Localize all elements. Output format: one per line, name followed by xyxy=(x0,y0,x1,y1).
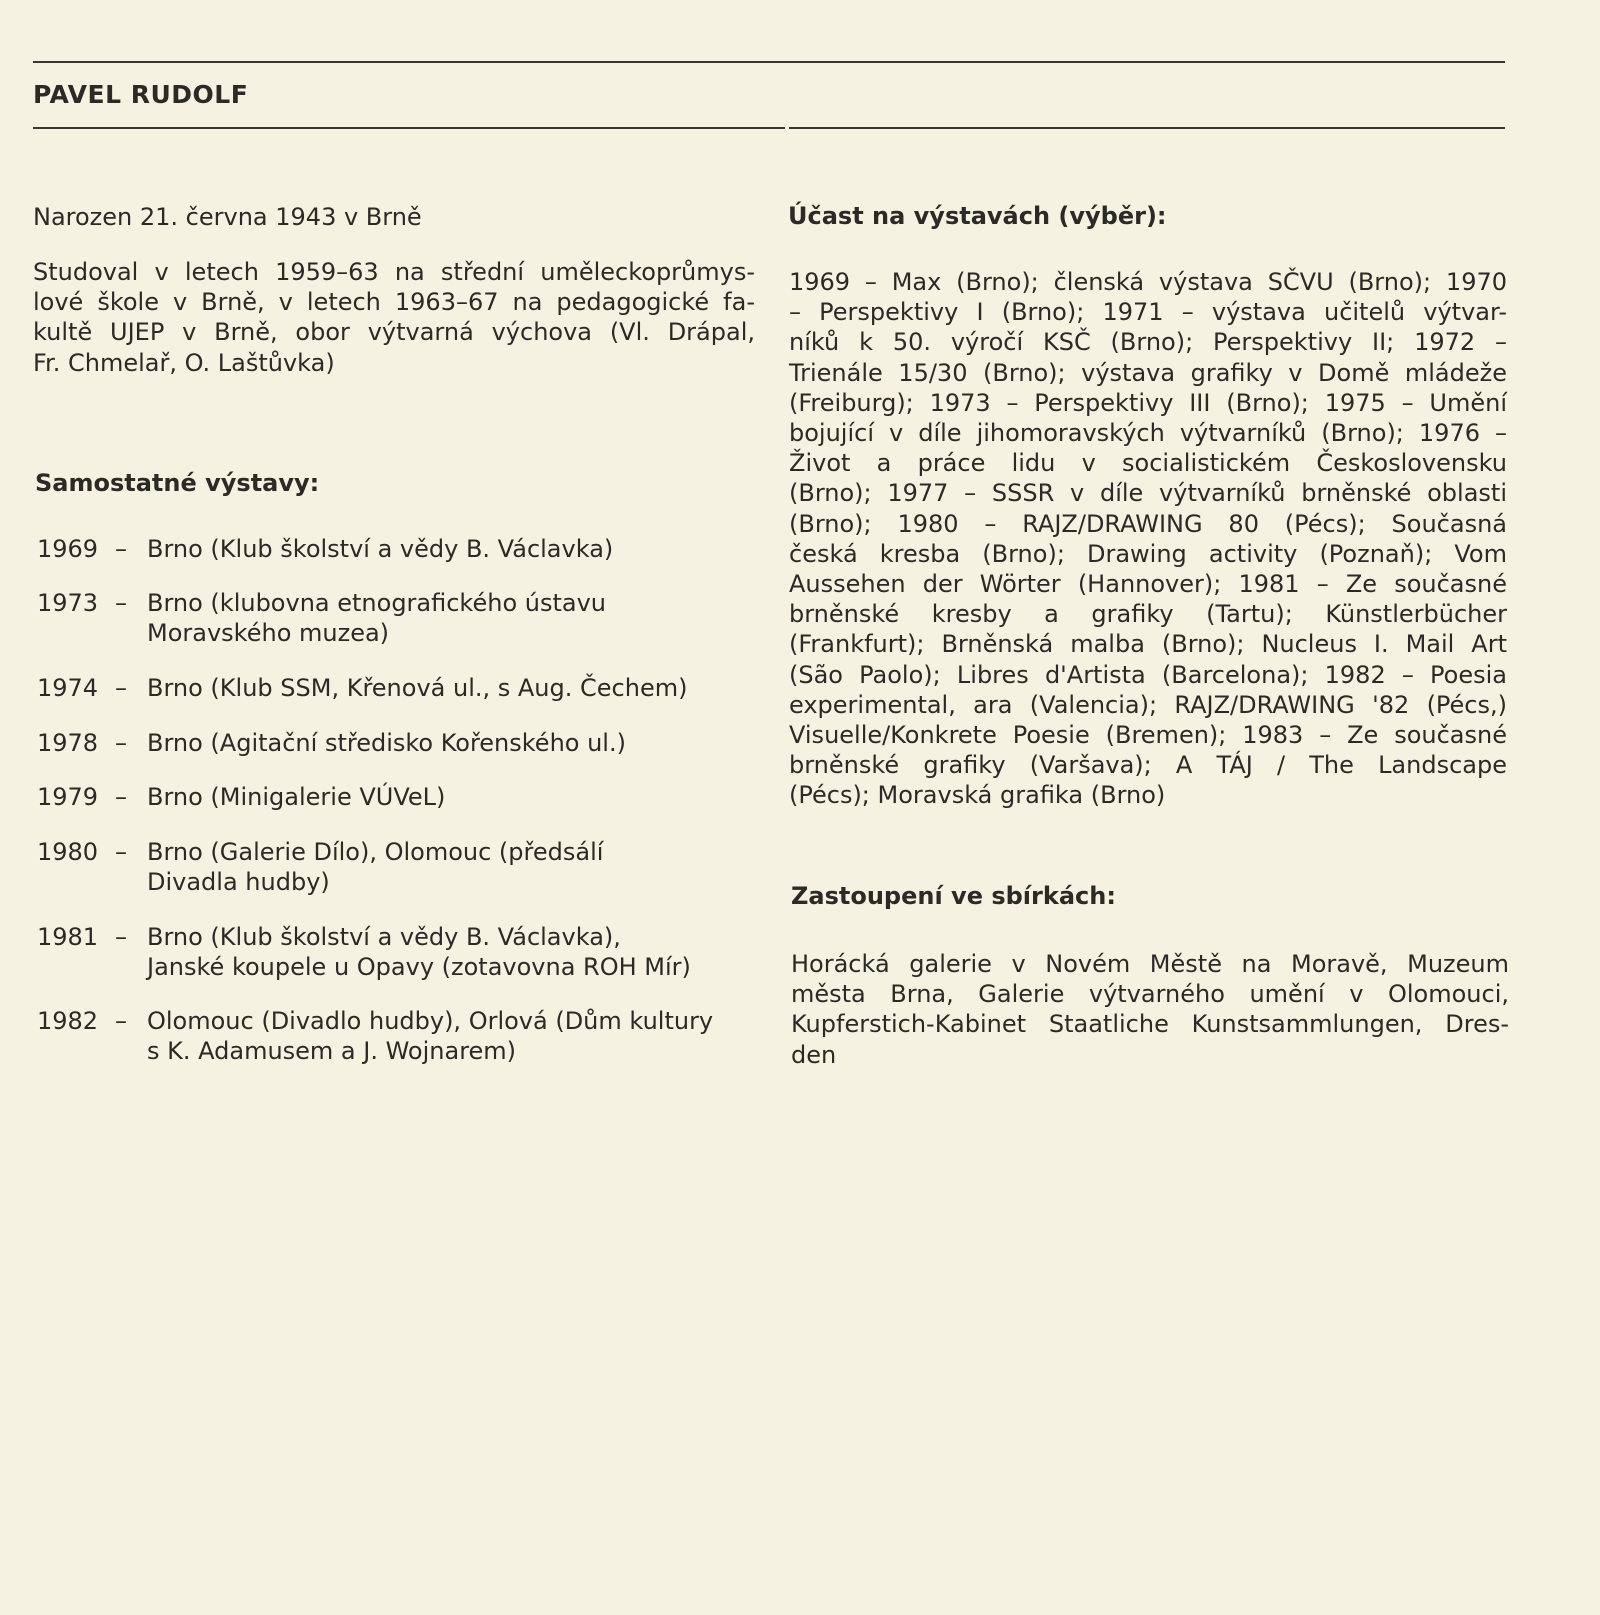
text-line: brněnské kresby a grafiky (Tartu); Künstlerbücher xyxy=(789,600,1507,629)
exhibition-venue: Brno (Galerie Dílo), Olomouc (předsálí xyxy=(147,838,604,866)
text-line: – Perspektivy I (Brno); 1971 – výstava učitelů výtvar- xyxy=(789,298,1507,327)
exhibition-venue: Olomouc (Divadlo hudby), Orlová (Dům kultury xyxy=(147,1007,714,1035)
text-line: Kupferstich-Kabinet Staatliche Kunstsammlungen, Dres- xyxy=(791,1010,1509,1039)
exhibition-venue: Janské koupele u Opavy (zotavovna ROH Mír) xyxy=(147,953,691,981)
artist-name: PAVEL RUDOLF xyxy=(33,80,249,109)
text-line: Život a práce lidu v socialistickém Československu xyxy=(789,449,1507,478)
header-rule-right xyxy=(789,127,1505,129)
top-rule xyxy=(33,61,1505,63)
dash: – xyxy=(115,1007,127,1035)
text-line: (Brno); 1977 – SSSR v díle výtvarníků brněnské oblasti xyxy=(789,479,1507,508)
text-line: Fr. Chmelař, O. Laštůvka) xyxy=(33,348,335,377)
exhibition-year: 1982 xyxy=(37,1007,99,1035)
text-line: Aussehen der Wörter (Hannover); 1981 – Ze současné xyxy=(789,570,1507,599)
exhibition-venue: Brno (Agitační středisko Kořenského ul.) xyxy=(147,729,626,757)
exhibition-venue: Divadla hudby) xyxy=(147,868,330,896)
text-line: níků k 50. výročí KSČ (Brno); Perspektivy II; 1972 – xyxy=(789,328,1507,357)
dash: – xyxy=(115,589,127,617)
exhibition-year: 1979 xyxy=(37,783,99,811)
exhibition-venue: Moravského muzea) xyxy=(147,619,390,647)
text-line: brněnské grafiky (Varšava); A TÁJ / The Landscape xyxy=(789,751,1507,780)
group-exhibitions-heading: Účast na výstavách (výběr): xyxy=(788,202,1167,230)
dash: – xyxy=(115,729,127,757)
text-line: Visuelle/Konkrete Poesie (Bremen); 1983 – Ze současné xyxy=(789,721,1507,750)
text-line: den xyxy=(791,1040,837,1069)
header-rule-left xyxy=(33,127,785,129)
text-line: (Freiburg); 1973 – Perspektivy III (Brno); 1975 – Umění xyxy=(789,388,1507,417)
exhibition-venue: Brno (klubovna etnografického ústavu xyxy=(147,589,607,617)
exhibition-venue: Brno (Klub školství a vědy B. Václavka) xyxy=(147,535,614,563)
text-line: česká kresba (Brno); Drawing activity (Poznaň); Vom xyxy=(789,539,1507,568)
exhibition-year: 1981 xyxy=(37,923,99,951)
exhibition-venue: Brno (Minigalerie VÚVeL) xyxy=(147,783,446,811)
collections-heading: Zastoupení ve sbírkách: xyxy=(791,882,1116,910)
text-line: (Brno); 1980 – RAJZ/DRAWING 80 (Pécs); Současná xyxy=(789,509,1507,538)
text-line: bojující v díle jihomoravských výtvarníků (Brno); 1976 – xyxy=(789,419,1507,448)
exhibition-venue: s K. Adamusem a J. Wojnarem) xyxy=(147,1037,517,1065)
dash: – xyxy=(115,783,127,811)
text-line: (Pécs); Moravská grafika (Brno) xyxy=(789,781,1166,810)
text-line: Horácká galerie v Novém Městě na Moravě, Muzeum xyxy=(791,950,1509,978)
text-line: (Frankfurt); Brněnská malba (Brno); Nucleus I. Mail Art xyxy=(789,630,1507,659)
text-line: experimental, ara (Valencia); RAJZ/DRAWING '82 (Pécs,) xyxy=(789,690,1507,719)
text-line: (São Paolo); Libres d'Artista (Barcelona); 1982 – Poesia xyxy=(789,660,1507,689)
text-line: kultě UJEP v Brně, obor výtvarná výchova (Vl. Drápal, xyxy=(33,318,755,347)
group-exhibitions-text xyxy=(789,267,1507,811)
dash: – xyxy=(115,674,127,702)
exhibition-year: 1969 xyxy=(37,535,99,563)
exhibition-venue: Brno (Klub SSM, Křenová ul., s Aug. Čechem) xyxy=(147,674,688,702)
exhibition-venue: Brno (Klub školství a vědy B. Václavka), xyxy=(147,923,621,951)
exhibition-year: 1980 xyxy=(37,838,99,866)
exhibition-year: 1973 xyxy=(37,589,99,617)
solo-exhibitions-heading: Samostatné výstavy: xyxy=(35,469,320,497)
text-line: Trienále 15/30 (Brno); výstava grafiky v Domě mládeže xyxy=(789,358,1507,387)
text-line: 1969 – Max (Brno); členská výstava SČVU (Brno); 1970 xyxy=(789,268,1507,296)
dash: – xyxy=(115,535,127,563)
collections-text xyxy=(791,949,1509,1070)
birth-info: Narozen 21. června 1943 v Brně xyxy=(33,203,422,231)
dash: – xyxy=(115,923,127,951)
text-line: města Brna, Galerie výtvarného umění v Olomouci, xyxy=(791,980,1509,1009)
text-line: Studoval v letech 1959–63 na střední uměleckoprůmys- xyxy=(33,258,755,286)
dash: – xyxy=(115,838,127,866)
study-info xyxy=(33,257,755,378)
text-line: lové škole v Brně, v letech 1963–67 na pedagogické fa- xyxy=(33,288,755,317)
exhibition-year: 1974 xyxy=(37,674,99,702)
exhibition-year: 1978 xyxy=(37,729,99,757)
